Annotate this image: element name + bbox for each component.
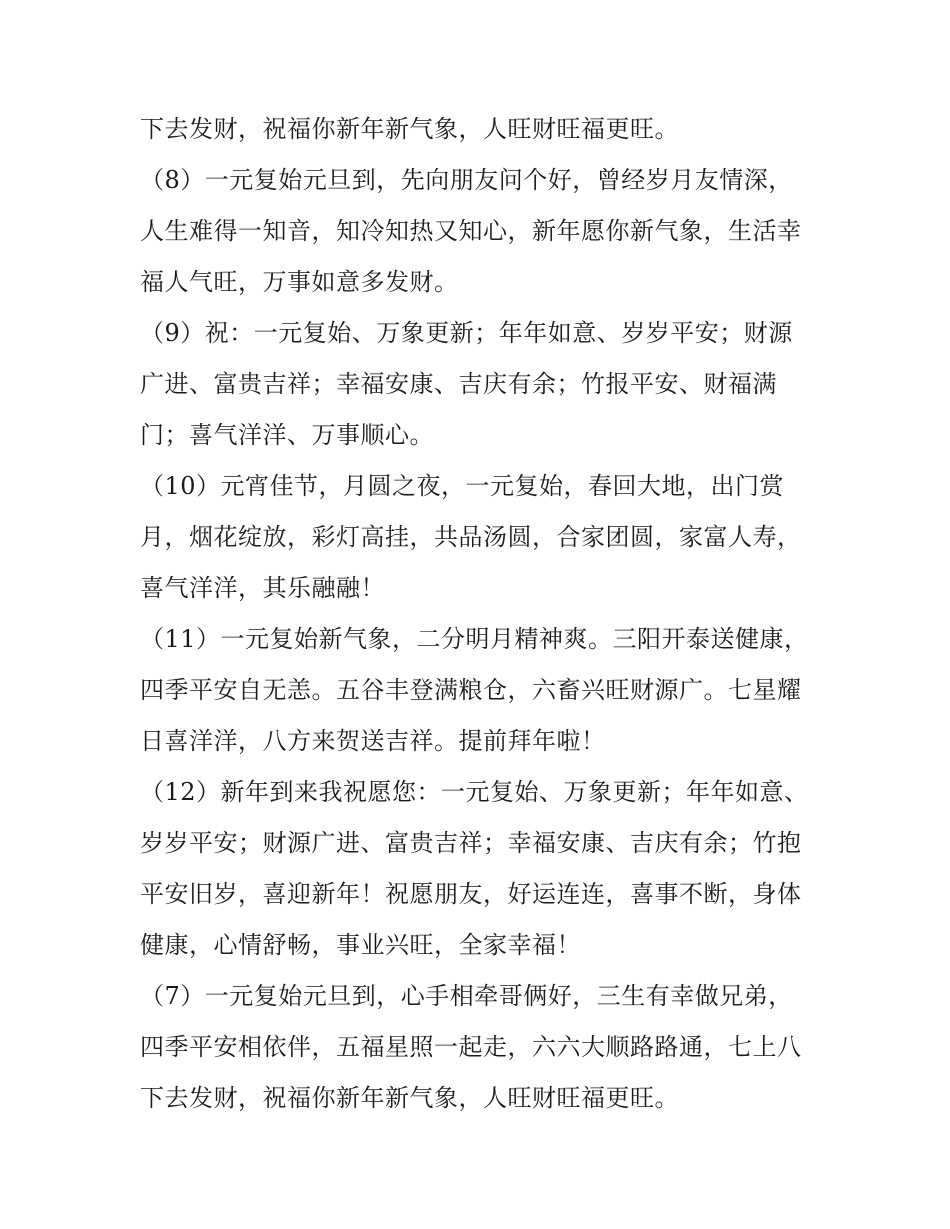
text-line: 四季平安自无恙。五谷丰登满粮仓，六畜兴旺财源广。七星耀 bbox=[140, 676, 802, 704]
text-line: 平安旧岁，喜迎新年！祝愿朋友，好运连连，喜事不断，身体 bbox=[140, 880, 802, 908]
document-body bbox=[140, 104, 820, 1124]
text-line: （11）一元复始新气象，二分明月精神爽。三阳开泰送健康， bbox=[140, 625, 809, 653]
text-line: 岁岁平安；财源广进、富贵吉祥；幸福安康、吉庆有余；竹抱 bbox=[140, 829, 802, 857]
text-line: 日喜洋洋，八方来贺送吉祥。提前拜年啦！ bbox=[140, 727, 606, 755]
text-line: 人生难得一知音，知冷知热又知心，新年愿你新气象，生活幸 bbox=[140, 217, 802, 245]
text-line: 月，烟花绽放，彩灯高挂，共品汤圆，合家团圆，家富人寿， bbox=[140, 523, 802, 551]
text-line: 四季平安相依伴，五福星照一起走，六六大顺路路通，七上八 bbox=[140, 1033, 802, 1061]
text-line: 门；喜气洋洋、万事顺心。 bbox=[140, 421, 434, 449]
text-line: 下去发财，祝福你新年新气象，人旺财旺福更旺。 bbox=[140, 115, 679, 143]
text-line: （12）新年到来我祝愿您：一元复始、万象更新；年年如意、 bbox=[140, 778, 809, 806]
text-line: 福人气旺，万事如意多发财。 bbox=[140, 268, 459, 296]
text-line: （7）一元复始元旦到，心手相牵哥俩好，三生有幸做兄弟， bbox=[140, 982, 793, 1010]
text-line: 喜气洋洋，其乐融融！ bbox=[140, 574, 385, 602]
text-line: （8）一元复始元旦到，先向朋友问个好，曾经岁月友情深， bbox=[140, 166, 793, 194]
text-line: 广进、富贵吉祥；幸福安康、吉庆有余；竹报平安、财福满 bbox=[140, 370, 777, 398]
text-line: （10）元宵佳节，月圆之夜，一元复始，春回大地，出门赏 bbox=[140, 472, 785, 500]
text-line: （9）祝：一元复始、万象更新；年年如意、岁岁平安；财源 bbox=[140, 319, 793, 347]
text-line: 下去发财，祝福你新年新气象，人旺财旺福更旺。 bbox=[140, 1084, 679, 1112]
text-line: 健康，心情舒畅，事业兴旺，全家幸福！ bbox=[140, 931, 581, 959]
